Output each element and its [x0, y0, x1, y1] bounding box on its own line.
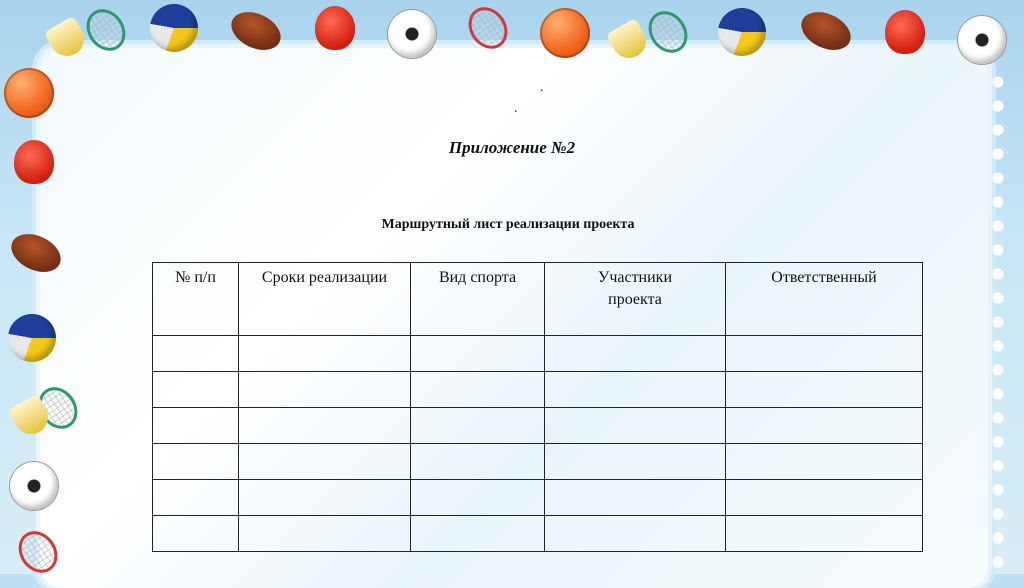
table-cell[interactable] [239, 408, 411, 444]
table-cell[interactable] [411, 336, 545, 372]
dot-mark: . [514, 101, 518, 116]
table-cell[interactable] [726, 516, 923, 552]
table-cell[interactable] [239, 372, 411, 408]
table-cell[interactable] [726, 336, 923, 372]
header-participants: Участники проекта [545, 263, 726, 336]
table-cell[interactable] [153, 372, 239, 408]
volleyball-icon [8, 314, 56, 362]
table-cell[interactable] [545, 336, 726, 372]
table-row [153, 516, 923, 552]
dot-mark: . [540, 80, 544, 95]
table-cell[interactable] [411, 372, 545, 408]
table-cell[interactable] [545, 408, 726, 444]
ping-pong-icon [315, 6, 355, 50]
table-cell[interactable] [239, 336, 411, 372]
table-cell[interactable] [153, 336, 239, 372]
table-cell[interactable] [153, 516, 239, 552]
route-table [152, 262, 923, 552]
table-cell[interactable] [411, 516, 545, 552]
document-subtitle: Маршрутный лист реализации проекта [381, 217, 635, 232]
table-row [153, 372, 923, 408]
table-cell[interactable] [726, 372, 923, 408]
basketball-icon [540, 8, 590, 58]
header-sport: Вид спорта [411, 263, 545, 336]
table-cell[interactable] [239, 444, 411, 480]
table-cell[interactable] [153, 408, 239, 444]
table-cell[interactable] [726, 444, 923, 480]
basketball-icon [4, 68, 54, 118]
soccer-ball-icon [388, 10, 436, 58]
header-number: № п/п [153, 263, 239, 336]
table-cell[interactable] [239, 480, 411, 516]
table-cell[interactable] [411, 480, 545, 516]
table-row [153, 408, 923, 444]
table-row [153, 480, 923, 516]
ping-pong-icon [885, 10, 925, 54]
table-cell[interactable] [545, 516, 726, 552]
header-dates: Сроки реализации [239, 263, 411, 336]
table-row [153, 444, 923, 480]
table-cell[interactable] [239, 516, 411, 552]
table-cell[interactable] [545, 480, 726, 516]
appendix-title: Приложение №2 [448, 138, 576, 157]
volleyball-icon [718, 8, 766, 56]
table-cell[interactable] [726, 408, 923, 444]
table-cell[interactable] [726, 480, 923, 516]
table-cell[interactable] [411, 408, 545, 444]
table-cell[interactable] [153, 444, 239, 480]
table-row [153, 336, 923, 372]
header-responsible: Ответственный [726, 263, 923, 336]
soccer-ball-icon [958, 16, 1006, 64]
table-cell[interactable] [153, 480, 239, 516]
table-cell[interactable] [411, 444, 545, 480]
table-cell[interactable] [545, 444, 726, 480]
table-cell[interactable] [545, 372, 726, 408]
volleyball-icon [150, 4, 198, 52]
soccer-ball-icon [10, 462, 58, 510]
table-header-row [153, 263, 923, 336]
